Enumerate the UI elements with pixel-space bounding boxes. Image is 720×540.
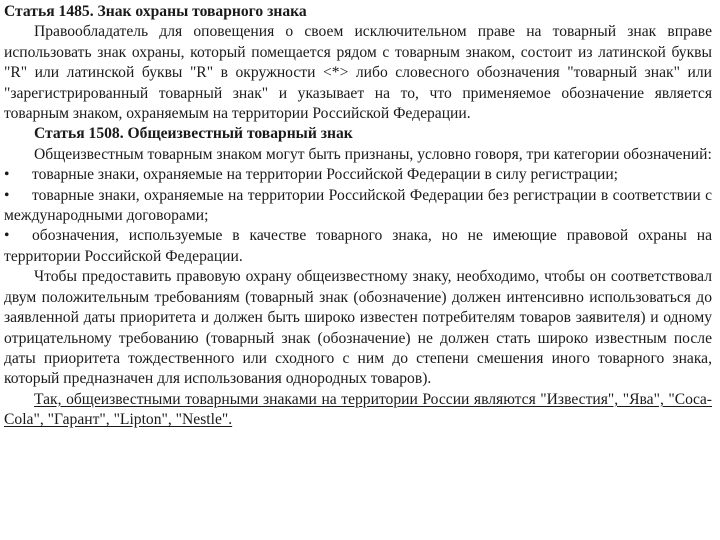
list-item-text: товарные знаки, охраняемые на территории Российской Федерации в силу регистрации; — [32, 166, 618, 184]
list-item-text: обозначения, используемые в качестве товарного знака, но не имеющие правовой охраны на территории Российской Федерации. — [4, 227, 712, 265]
bullet-icon: • — [4, 186, 10, 204]
article-1508-conditions: Чтобы предоставить правовую охрану общеизвестному знаку, необходимо, чтобы он соответствовал двум положительным требованиям (товарный знак (обозначение) должен интенсивно использоваться до заявленной даты приоритета и должен быть широко известен потребителям товаров заявителя) и одному отрицательному требованию (товарный знак (обозначение) не должен стать широко известным после даты приоритета тождественного или сходного с ним до степени смешения иного товарного знака, который предназначен для использования однородных товаров). — [4, 268, 712, 388]
list-item-text: товарные знаки, охраняемые на территории Российской Федерации без регистрации в соответствии с международными договорами; — [4, 186, 712, 225]
article-1485-title: Статья 1485. Знак охраны товарного знака — [4, 3, 307, 20]
list-item — [4, 186, 712, 227]
bullet-icon: • — [4, 166, 10, 184]
document-page — [4, 2, 712, 431]
bullet-icon: • — [4, 227, 10, 245]
list-item — [4, 226, 712, 267]
list-item — [4, 165, 712, 185]
article-1508-intro: Общеизвестным товарным знаком могут быть признаны, условно говоря, три категории обозначений: — [34, 145, 712, 163]
article-1508-title: Статья 1508. Общеизвестный товарный знак — [34, 125, 353, 143]
examples-text: Так, общеизвестными товарными знаками на территории России являются "Известия", "Ява", "Coca-Cola", "Гарант", "Lipton", "Nestle". — [4, 390, 712, 429]
article-1485-body: Правообладатель для оповещения о своем исключительном праве на товарный знак вправе использовать знак охраны, который помещается рядом с товарным знаком, состоит из латинской буквы "R" или латинской буквы "R" в окружности <*> либо словесного обозначения "товарный знак" или "зарегистрированный товарный знак" и указывает на то, что применяемое обозначение является товарным знаком, охраняемым на территории Российской Федерации. — [4, 23, 712, 123]
article-1508-examples — [4, 390, 712, 431]
